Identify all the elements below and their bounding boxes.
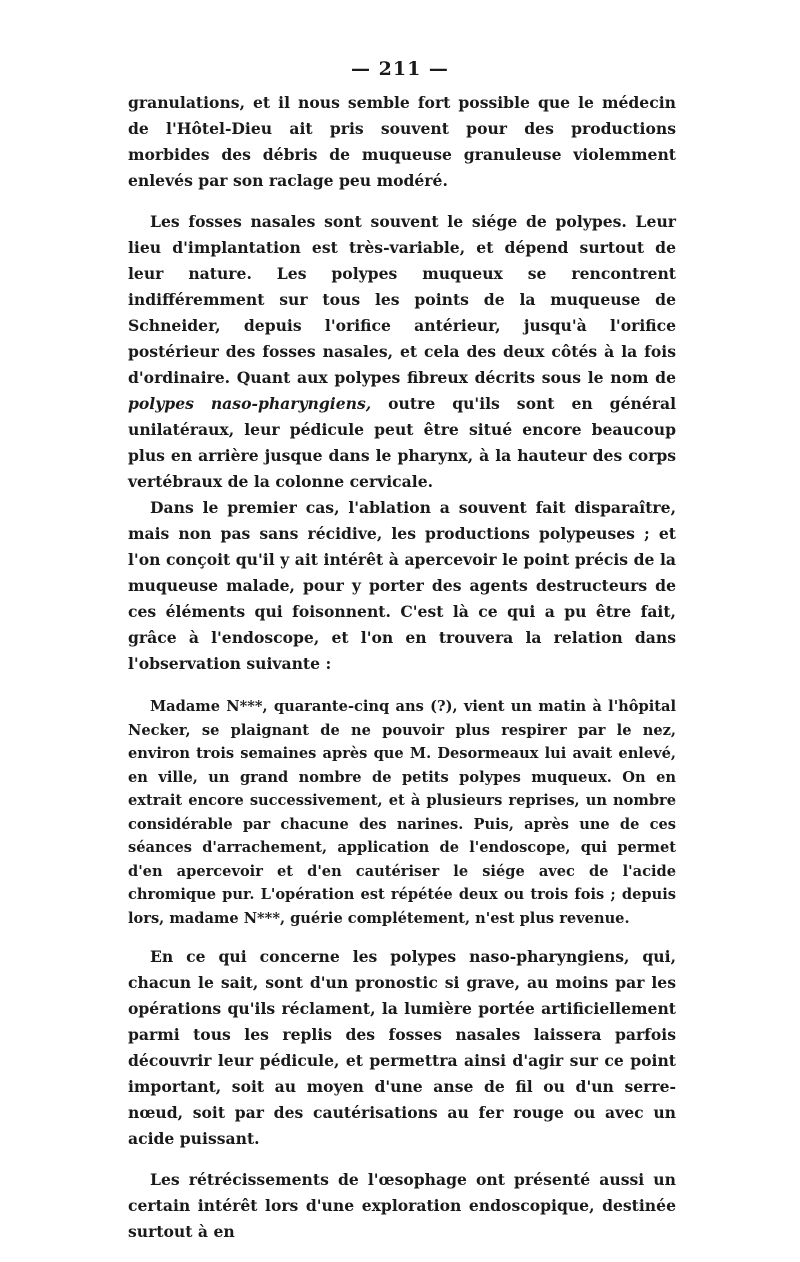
- paragraph-1: granulations, et il nous semble fort possible que le médecin de l'Hôtel-Dieu ait pris souvent pour des productions morbides des débris de muqueuse granuleuse violemment enlevés par son raclage peu modéré.: [128, 93, 676, 190]
- paragraph-2-emphasis: polypes naso-pharyngiens,: [128, 394, 372, 413]
- paragraph-6: Les rétrécissements de l'œsophage ont présenté aussi un certain intérêt lors d'une exploration endoscopique, destinée surtout à en: [128, 1170, 676, 1241]
- paragraph-5: En ce qui concerne les polypes naso-pharyngiens, qui, chacun le sait, sont d'un pronostic si grave, au moins par les opérations qu'ils réclament, la lumière portée artificiellement parmi tous les replis des fosses nasales laissera parfois découvrir leur pédicule, et permettra ainsi d'agir sur ce point important, soit au moyen d'une anse de fil ou d'un serre-nœud, soit par des cautérisations au fer rouge ou avec un acide puissant.: [128, 947, 676, 1148]
- page-number: — 211 —: [351, 58, 449, 80]
- paragraph-3: Dans le premier cas, l'ablation a souvent fait disparaître, mais non pas sans récidive, les productions polypeuses ; et l'on conçoit qu'il y ait intérêt à apercevoir le point précis de la muqueuse malade, pour y porter des agents destructeurs de ces éléments qui foisonnent. C'est là ce qui a pu être fait, grâce à l'endoscope, et l'on en trouvera la relation dans l'observation suivante :: [128, 498, 676, 673]
- observation-paragraph: Madame N***, quarante-cinq ans (?), vient un matin à l'hôpital Necker, se plaignant de ne pouvoir plus respirer par le nez, environ trois semaines après que M. Desormeaux lui avait enlevé, en ville, un grand nombre de petits polypes muqueux. On en extrait encore successivement, et à plusieurs reprises, un nombre considérable par chacune des narines. Puis, après une de ces séances d'arrachement, application de l'endoscope, qui permet d'en apercevoir et d'en cautériser le siége avec de l'acide chromique pur. L'opération est répétée deux ou trois fois ; depuis lors, madame N***, guérie complétement, n'est plus revenue.: [128, 698, 676, 927]
- paragraph-2: [128, 209, 676, 495]
- page-body: [128, 90, 676, 1245]
- paragraph-2-before: Les fosses nasales sont souvent le siége de polypes. Leur lieu d'implantation est très-variable, et dépend surtout de leur nature. Les polypes muqueux se rencontrent indifféremment sur tous les points de la muqueuse de Schneider, depuis l'orifice antérieur, jusqu'à l'orifice postérieur des fosses nasales, et cela des deux côtés à la fois d'ordinaire. Quant aux polypes fibreux décrits sous le nom de: [128, 212, 676, 387]
- paragraph-2-after: outre qu'ils sont en général unilatéraux, leur pédicule peut être situé encore beaucoup plus en arrière jusque dans le pharynx, à la hauteur des corps vertébraux de la colonne cervicale.: [128, 394, 677, 491]
